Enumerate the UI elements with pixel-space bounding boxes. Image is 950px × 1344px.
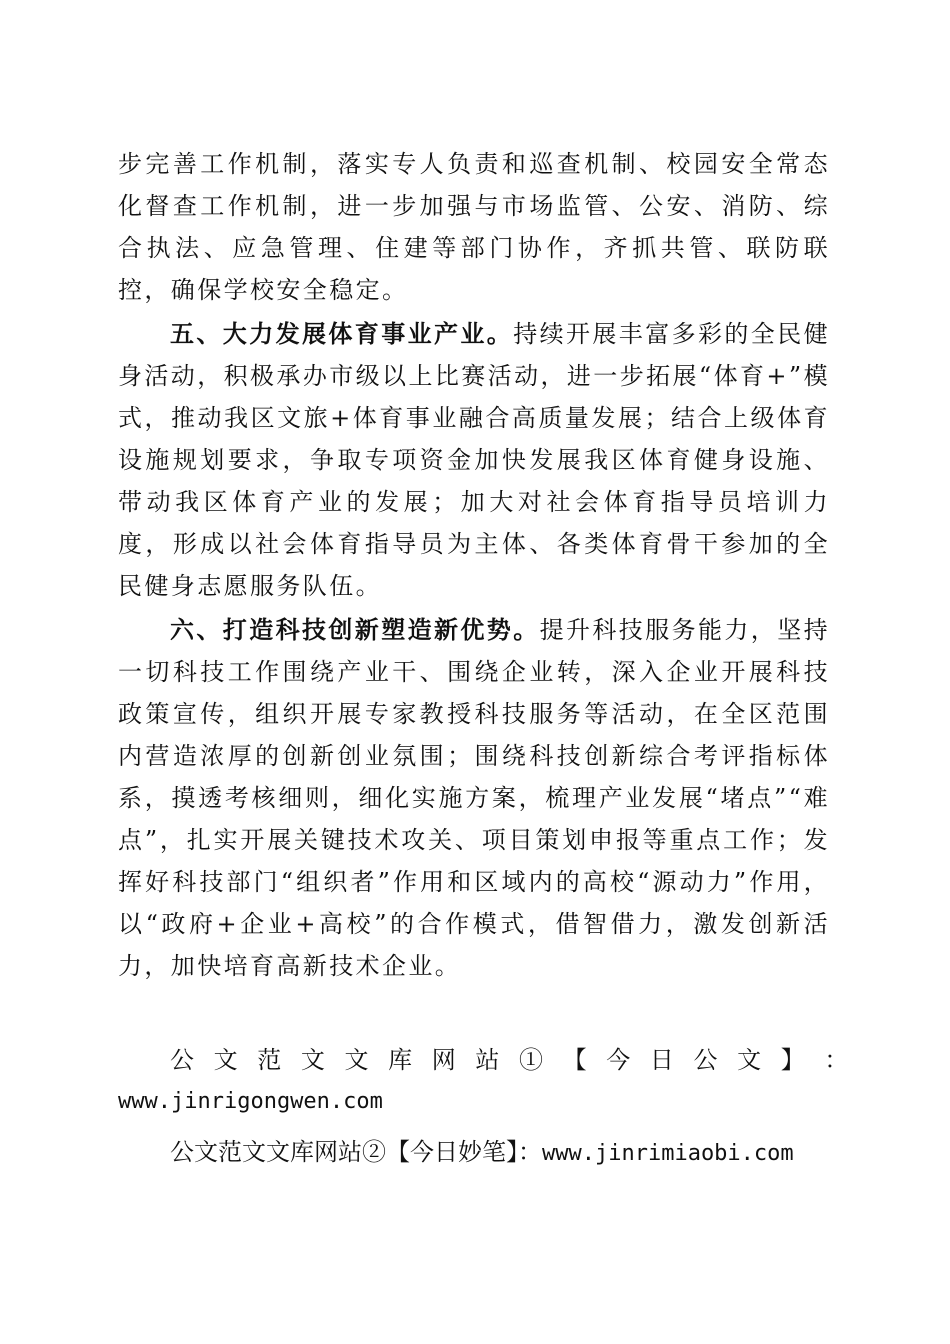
site-2-url-link[interactable]: www.jinrimiaobi.com xyxy=(542,1141,794,1166)
section-5-body: 持续开展丰富多彩的全民健身活动，积极承办市级以上比赛活动，进一步拓展“体育+”模式，推动我区文旅+体育事业融合高质量发展；结合上级体育设施规划要求，争取专项资金加快发展我区体育健身设施、带动我区体育产业的发展；加大对社会体育指导员培训力度，形成以社会体育指导员为主体、各类体育骨干参加的全民健身志愿服务队伍。 xyxy=(118,320,831,600)
section-6-heading: 六、打造科技创新塑造新优势。 xyxy=(170,616,540,644)
footer-site-1-label xyxy=(170,1040,855,1075)
footer-site-1-url[interactable] xyxy=(118,1086,383,1114)
paragraph-continued: 步完善工作机制，落实专人负责和巡查机制、校园安全常态化督查工作机制，进一步加强与市场监管、公安、消防、综合执法、应急管理、住建等部门协作，齐抓共管、联防联控，确保学校安全稳定。 xyxy=(118,150,830,304)
section-5-heading: 五、大力发展体育事业产业。 xyxy=(170,320,514,348)
document-body xyxy=(118,143,830,987)
footer-site-2 xyxy=(170,1132,794,1167)
site-1-label-text: 公 文 范 文 文 库 网 站 ① 【 今 日 公 文 】 ： xyxy=(170,1046,855,1074)
section-5-paragraph xyxy=(118,313,830,607)
section-6-body: 提升科技服务能力，坚持一切科技工作围绕产业干、围绕企业转，深入企业开展科技政策宣传，组织开展专家教授科技服务等活动，在全区范围内营造浓厚的创新创业氛围；围绕科技创新综合考评指标体系，摸透考核细则，细化实施方案，梳理产业发展“堵点”“难点”，扎实开展关键技术攻关、项目策划申报等重点工作；发挥好科技部门“组织者”作用和区域内的高校“源动力”作用，以“政府+企业+高校”的合作模式，借智借力，激发创新活力，加快培育高新技术企业。 xyxy=(118,616,831,980)
site-2-label-text: 公文范文文库网站②【今日妙笔】： xyxy=(170,1138,542,1166)
site-1-url-link[interactable]: www.jinrigongwen.com xyxy=(118,1089,383,1114)
section-6-paragraph xyxy=(118,609,830,987)
